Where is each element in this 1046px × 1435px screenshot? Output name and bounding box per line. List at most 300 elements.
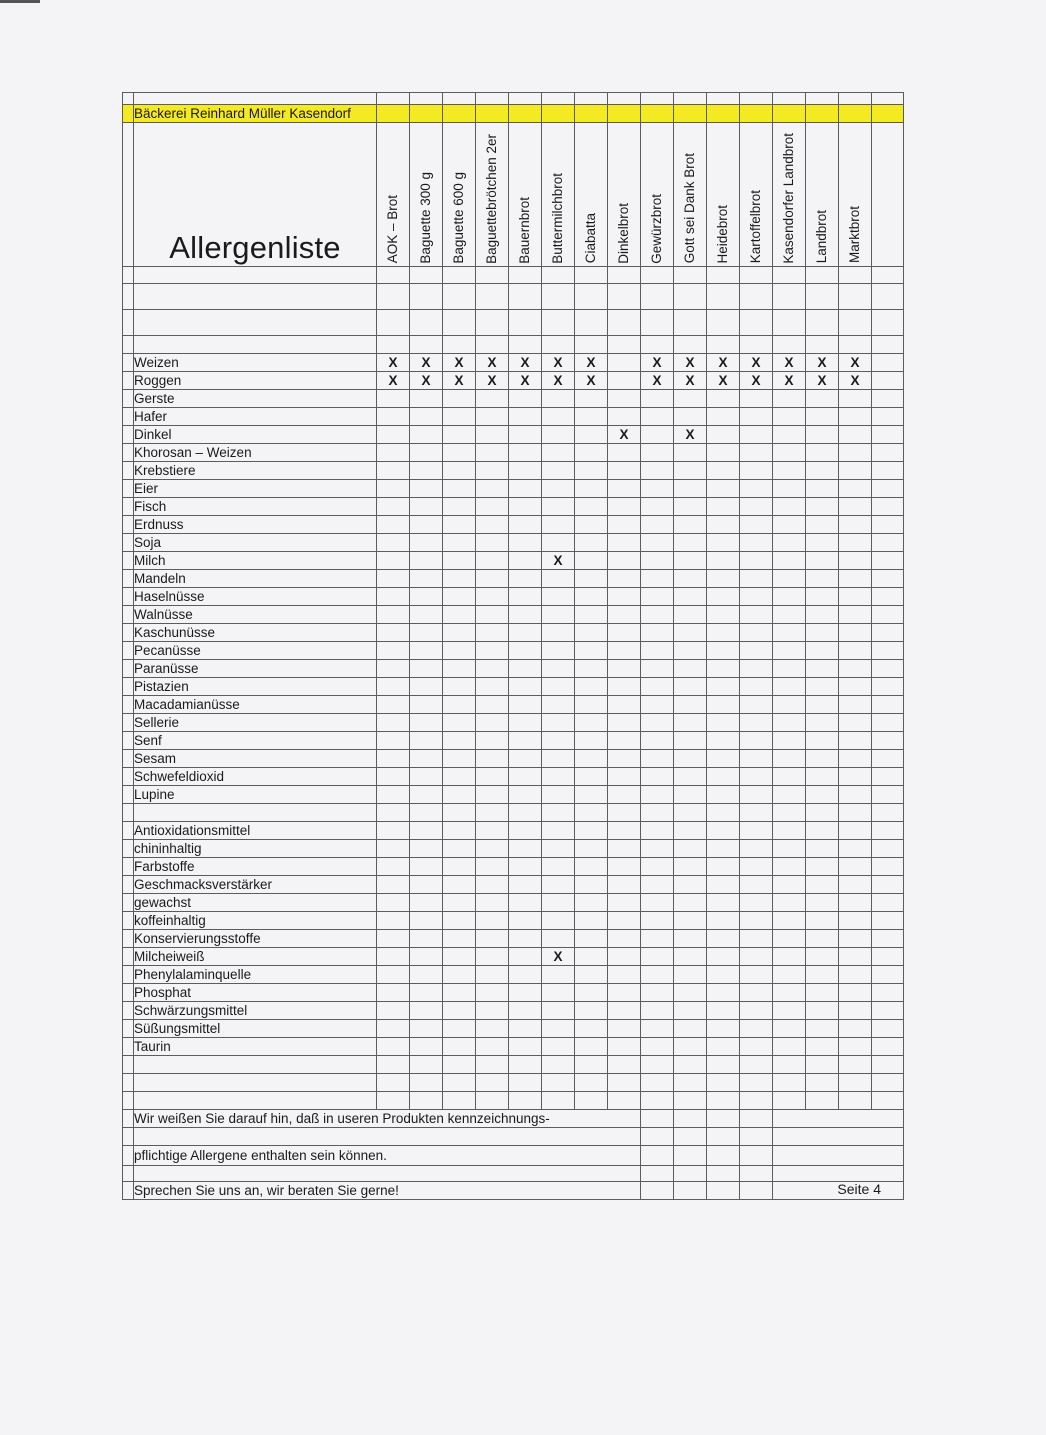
empty-cell — [707, 912, 740, 930]
gutter-cell — [123, 105, 134, 123]
empty-cell — [707, 768, 740, 786]
gutter-cell — [123, 267, 134, 284]
empty-cell — [806, 786, 839, 804]
empty-cell — [476, 426, 509, 444]
empty-cell — [674, 768, 707, 786]
allergen-row — [123, 354, 904, 372]
empty-cell — [410, 426, 443, 444]
empty-cell — [707, 498, 740, 516]
empty-cell — [641, 984, 674, 1002]
extra-column-cell — [872, 948, 904, 966]
empty-cell — [773, 1020, 806, 1038]
empty-cell — [641, 822, 674, 840]
empty-cell — [608, 1056, 641, 1074]
empty-cell — [377, 552, 410, 570]
extra-column-cell — [872, 372, 904, 390]
allergen-name: Sesam — [134, 750, 377, 768]
empty-cell — [509, 696, 542, 714]
empty-cell — [443, 948, 476, 966]
empty-cell — [410, 444, 443, 462]
gutter-cell — [123, 606, 134, 624]
empty-cell — [410, 1056, 443, 1074]
product-name: Baguettebrötchen 2er — [484, 133, 500, 264]
empty-cell — [740, 336, 773, 354]
empty-cell — [410, 750, 443, 768]
empty-cell — [509, 390, 542, 408]
gutter-cell — [123, 1020, 134, 1038]
empty-cell — [542, 1038, 575, 1056]
empty-cell — [707, 732, 740, 750]
empty-cell — [707, 1092, 740, 1110]
empty-cell — [542, 498, 575, 516]
gutter-cell — [123, 1092, 134, 1110]
empty-cell — [377, 930, 410, 948]
empty-cell — [575, 624, 608, 642]
empty-cell — [410, 786, 443, 804]
empty-cell — [377, 858, 410, 876]
empty-cell — [740, 768, 773, 786]
empty-cell — [377, 1056, 410, 1074]
empty-cell — [773, 93, 806, 105]
product-name: Gott sei Dank Brot — [682, 153, 698, 264]
note-text: Wir weißen Sie darauf hin, daß in useren Produkten kennzeichnungs- — [134, 1110, 641, 1128]
empty-cell — [575, 498, 608, 516]
empty-cell — [509, 624, 542, 642]
empty-cell — [806, 894, 839, 912]
empty-cell — [674, 462, 707, 480]
empty-cell — [476, 310, 509, 336]
allergen-row — [123, 570, 904, 588]
empty-cell — [509, 408, 542, 426]
empty-cell — [575, 876, 608, 894]
gutter-cell — [123, 804, 134, 822]
empty-cell — [575, 660, 608, 678]
empty-cell — [476, 840, 509, 858]
empty-cell — [806, 876, 839, 894]
empty-cell — [839, 678, 872, 696]
allergen-mark: X — [839, 354, 872, 372]
empty-cell — [509, 480, 542, 498]
empty-cell — [509, 310, 542, 336]
empty-cell — [410, 966, 443, 984]
allergen-mark: X — [443, 372, 476, 390]
empty-cell — [443, 1092, 476, 1110]
empty-cell — [773, 1056, 806, 1074]
note-row — [123, 1166, 904, 1182]
gutter-cell — [123, 310, 134, 336]
empty-cell — [674, 1146, 707, 1166]
empty-cell — [674, 267, 707, 284]
empty-cell — [377, 984, 410, 1002]
empty-cell — [509, 516, 542, 534]
extra-column-cell — [872, 732, 904, 750]
empty-cell — [773, 267, 806, 284]
gutter-cell — [123, 123, 134, 267]
empty-cell — [773, 105, 806, 123]
empty-cell — [740, 678, 773, 696]
allergen-name: Krebstiere — [134, 462, 377, 480]
allergen-table — [122, 92, 904, 1200]
empty-cell — [740, 390, 773, 408]
empty-cell — [410, 462, 443, 480]
empty-cell — [542, 642, 575, 660]
empty-cell — [575, 462, 608, 480]
additive-name: Milcheiweiß — [134, 948, 377, 966]
empty-cell — [806, 606, 839, 624]
empty-cell — [674, 912, 707, 930]
empty-cell — [509, 552, 542, 570]
extra-column-cell — [872, 984, 904, 1002]
additive-row — [123, 1002, 904, 1020]
empty-cell — [443, 660, 476, 678]
empty-cell — [410, 408, 443, 426]
empty-cell — [575, 267, 608, 284]
empty-cell — [377, 534, 410, 552]
empty-cell — [674, 1182, 707, 1200]
empty-cell — [476, 858, 509, 876]
empty-cell — [575, 696, 608, 714]
gutter-cell — [123, 1110, 134, 1128]
allergen-mark: X — [608, 426, 641, 444]
empty-cell — [674, 1074, 707, 1092]
product-name: Baguette 300 g — [418, 171, 434, 264]
empty-cell — [773, 1074, 806, 1092]
empty-cell — [740, 552, 773, 570]
empty-cell — [773, 660, 806, 678]
empty-cell — [740, 498, 773, 516]
empty-cell — [641, 624, 674, 642]
empty-cell — [674, 606, 707, 624]
empty-cell — [641, 93, 674, 105]
empty-cell — [542, 660, 575, 678]
empty-label-cell — [134, 310, 377, 336]
extra-column-cell — [872, 570, 904, 588]
empty-cell — [674, 876, 707, 894]
empty-cell — [443, 105, 476, 123]
empty-cell — [707, 894, 740, 912]
empty-cell — [641, 1002, 674, 1020]
gutter-cell — [123, 984, 134, 1002]
empty-cell — [740, 642, 773, 660]
empty-cell — [542, 840, 575, 858]
empty-cell — [575, 642, 608, 660]
empty-cell — [410, 1074, 443, 1092]
allergen-mark: X — [476, 354, 509, 372]
extra-column-cell — [872, 966, 904, 984]
gutter-cell — [123, 786, 134, 804]
empty-cell — [707, 480, 740, 498]
empty-cell — [476, 284, 509, 310]
gutter-cell — [123, 660, 134, 678]
empty-cell — [476, 1074, 509, 1092]
empty-cell — [740, 606, 773, 624]
empty-cell — [773, 606, 806, 624]
empty-cell — [674, 1038, 707, 1056]
empty-cell — [806, 948, 839, 966]
empty-cell — [608, 480, 641, 498]
empty-cell — [641, 336, 674, 354]
empty-cell — [740, 534, 773, 552]
empty-cell — [575, 1020, 608, 1038]
empty-cell — [509, 804, 542, 822]
empty-cell — [674, 444, 707, 462]
empty-cell — [707, 534, 740, 552]
empty-cell — [443, 786, 476, 804]
empty-cell — [839, 876, 872, 894]
allergen-row — [123, 678, 904, 696]
allergen-name: Gerste — [134, 390, 377, 408]
empty-cell — [575, 678, 608, 696]
gutter-cell — [123, 930, 134, 948]
empty-cell — [674, 822, 707, 840]
empty-cell — [443, 588, 476, 606]
empty-cell — [806, 534, 839, 552]
empty-cell — [674, 930, 707, 948]
empty-cell — [575, 894, 608, 912]
empty-cell — [707, 930, 740, 948]
empty-cell — [509, 912, 542, 930]
empty-cell — [674, 105, 707, 123]
allergen-name: Eier — [134, 480, 377, 498]
empty-cell — [377, 93, 410, 105]
empty-cell — [641, 310, 674, 336]
empty-cell — [839, 516, 872, 534]
extra-column-cell — [872, 822, 904, 840]
empty-cell — [509, 1056, 542, 1074]
header-row — [123, 123, 904, 267]
gutter-cell — [123, 1128, 134, 1146]
extra-column-cell — [872, 912, 904, 930]
empty-cell — [410, 768, 443, 786]
empty-cell — [443, 444, 476, 462]
empty-cell — [806, 660, 839, 678]
empty-cell — [773, 444, 806, 462]
product-header — [740, 123, 773, 267]
empty-cell — [410, 642, 443, 660]
empty-cell — [806, 714, 839, 732]
empty-cell — [377, 660, 410, 678]
empty-cell — [740, 858, 773, 876]
empty-cell — [806, 444, 839, 462]
empty-cell — [476, 1038, 509, 1056]
allergen-row — [123, 408, 904, 426]
empty-cell — [575, 606, 608, 624]
empty-cell — [410, 93, 443, 105]
empty-cell — [641, 894, 674, 912]
gutter-cell — [123, 426, 134, 444]
empty-cell — [773, 552, 806, 570]
empty-cell — [674, 534, 707, 552]
empty-cell — [608, 284, 641, 310]
empty-cell — [641, 930, 674, 948]
additive-row — [123, 1020, 904, 1038]
empty-cell — [773, 480, 806, 498]
empty-cell — [608, 948, 641, 966]
page-number-cell — [773, 1166, 904, 1182]
empty-cell — [674, 1110, 707, 1128]
allergen-mark: X — [707, 354, 740, 372]
empty-cell — [608, 804, 641, 822]
empty-cell — [476, 714, 509, 732]
empty-cell — [740, 912, 773, 930]
empty-cell — [839, 822, 872, 840]
empty-cell — [377, 444, 410, 462]
empty-cell — [608, 894, 641, 912]
empty-cell — [773, 516, 806, 534]
note-row — [123, 1146, 904, 1166]
allergen-name: Senf — [134, 732, 377, 750]
empty-cell — [707, 1020, 740, 1038]
empty-cell — [707, 1146, 740, 1166]
allergen-mark: X — [377, 372, 410, 390]
empty-cell — [641, 714, 674, 732]
empty-cell — [707, 570, 740, 588]
empty-cell — [707, 93, 740, 105]
empty-cell — [509, 534, 542, 552]
empty-cell — [608, 105, 641, 123]
empty-cell — [806, 930, 839, 948]
product-header — [641, 123, 674, 267]
empty-cell — [542, 732, 575, 750]
empty-cell — [476, 570, 509, 588]
empty-cell — [377, 768, 410, 786]
gutter-cell — [123, 768, 134, 786]
company-row — [123, 105, 904, 123]
extra-column-cell — [872, 1020, 904, 1038]
empty-cell — [575, 426, 608, 444]
empty-cell — [608, 588, 641, 606]
empty-cell — [641, 444, 674, 462]
empty-cell — [476, 267, 509, 284]
empty-cell — [377, 105, 410, 123]
empty-cell — [443, 624, 476, 642]
empty-cell — [839, 480, 872, 498]
empty-cell — [377, 894, 410, 912]
allergen-name: Fisch — [134, 498, 377, 516]
gutter-cell — [123, 1182, 134, 1200]
empty-cell — [839, 1092, 872, 1110]
empty-cell — [806, 1038, 839, 1056]
product-name: Baguette 600 g — [451, 171, 467, 264]
empty-cell — [641, 462, 674, 480]
gutter-cell — [123, 354, 134, 372]
empty-cell — [377, 678, 410, 696]
empty-cell — [839, 390, 872, 408]
empty-cell — [806, 1020, 839, 1038]
additive-name: koffeinhaltig — [134, 912, 377, 930]
empty-cell — [542, 912, 575, 930]
empty-cell — [443, 462, 476, 480]
empty-cell — [806, 336, 839, 354]
empty-cell — [542, 678, 575, 696]
empty-cell — [377, 714, 410, 732]
empty-cell — [476, 1020, 509, 1038]
additive-name: Farbstoffe — [134, 858, 377, 876]
empty-cell — [740, 480, 773, 498]
allergen-name: Dinkel — [134, 426, 377, 444]
empty-label-cell — [134, 1092, 377, 1110]
empty-cell — [806, 498, 839, 516]
allergen-mark: X — [740, 354, 773, 372]
empty-cell — [509, 444, 542, 462]
empty-cell — [674, 984, 707, 1002]
empty-cell — [740, 408, 773, 426]
note-text: Sprechen Sie uns an, wir beraten Sie gerne! — [134, 1182, 641, 1200]
allergen-mark: X — [740, 372, 773, 390]
empty-cell — [542, 267, 575, 284]
empty-cell — [509, 606, 542, 624]
allergen-name: Schwefeldioxid — [134, 768, 377, 786]
empty-cell — [476, 948, 509, 966]
empty-cell — [641, 552, 674, 570]
empty-cell — [410, 678, 443, 696]
additive-row — [123, 822, 904, 840]
empty-cell — [674, 336, 707, 354]
empty-cell — [839, 714, 872, 732]
empty-cell — [608, 786, 641, 804]
empty-cell — [740, 1092, 773, 1110]
empty-cell — [674, 498, 707, 516]
empty-cell — [575, 534, 608, 552]
empty-cell — [839, 570, 872, 588]
spacer-row — [123, 336, 904, 354]
empty-cell — [839, 93, 872, 105]
allergen-row — [123, 462, 904, 480]
allergen-row — [123, 768, 904, 786]
page-title: Allergenliste — [169, 230, 341, 265]
empty-cell — [410, 858, 443, 876]
extra-column-cell — [872, 444, 904, 462]
note-row — [123, 1182, 904, 1200]
empty-cell — [740, 786, 773, 804]
empty-cell — [839, 912, 872, 930]
empty-cell — [476, 336, 509, 354]
empty-cell — [773, 1038, 806, 1056]
empty-cell — [410, 1002, 443, 1020]
gutter-cell — [123, 948, 134, 966]
product-header — [674, 123, 707, 267]
empty-cell — [575, 444, 608, 462]
empty-cell — [443, 336, 476, 354]
empty-cell — [542, 1074, 575, 1092]
empty-cell — [509, 876, 542, 894]
empty-cell — [377, 1020, 410, 1038]
empty-cell — [740, 930, 773, 948]
empty-cell — [509, 930, 542, 948]
empty-cell — [476, 534, 509, 552]
empty-cell — [575, 840, 608, 858]
empty-cell — [509, 267, 542, 284]
empty-cell — [773, 624, 806, 642]
title-cell — [134, 123, 377, 267]
empty-cell — [443, 732, 476, 750]
empty-cell — [443, 284, 476, 310]
empty-cell — [476, 822, 509, 840]
empty-cell — [707, 284, 740, 310]
empty-cell — [575, 310, 608, 336]
empty-cell — [476, 642, 509, 660]
empty-cell — [443, 858, 476, 876]
extra-column-cell — [872, 1092, 904, 1110]
empty-cell — [410, 552, 443, 570]
empty-cell — [476, 750, 509, 768]
empty-cell — [575, 1056, 608, 1074]
empty-cell — [839, 894, 872, 912]
empty-cell — [377, 642, 410, 660]
gutter-cell — [123, 1146, 134, 1166]
extra-column-cell — [872, 284, 904, 310]
empty-cell — [740, 1056, 773, 1074]
